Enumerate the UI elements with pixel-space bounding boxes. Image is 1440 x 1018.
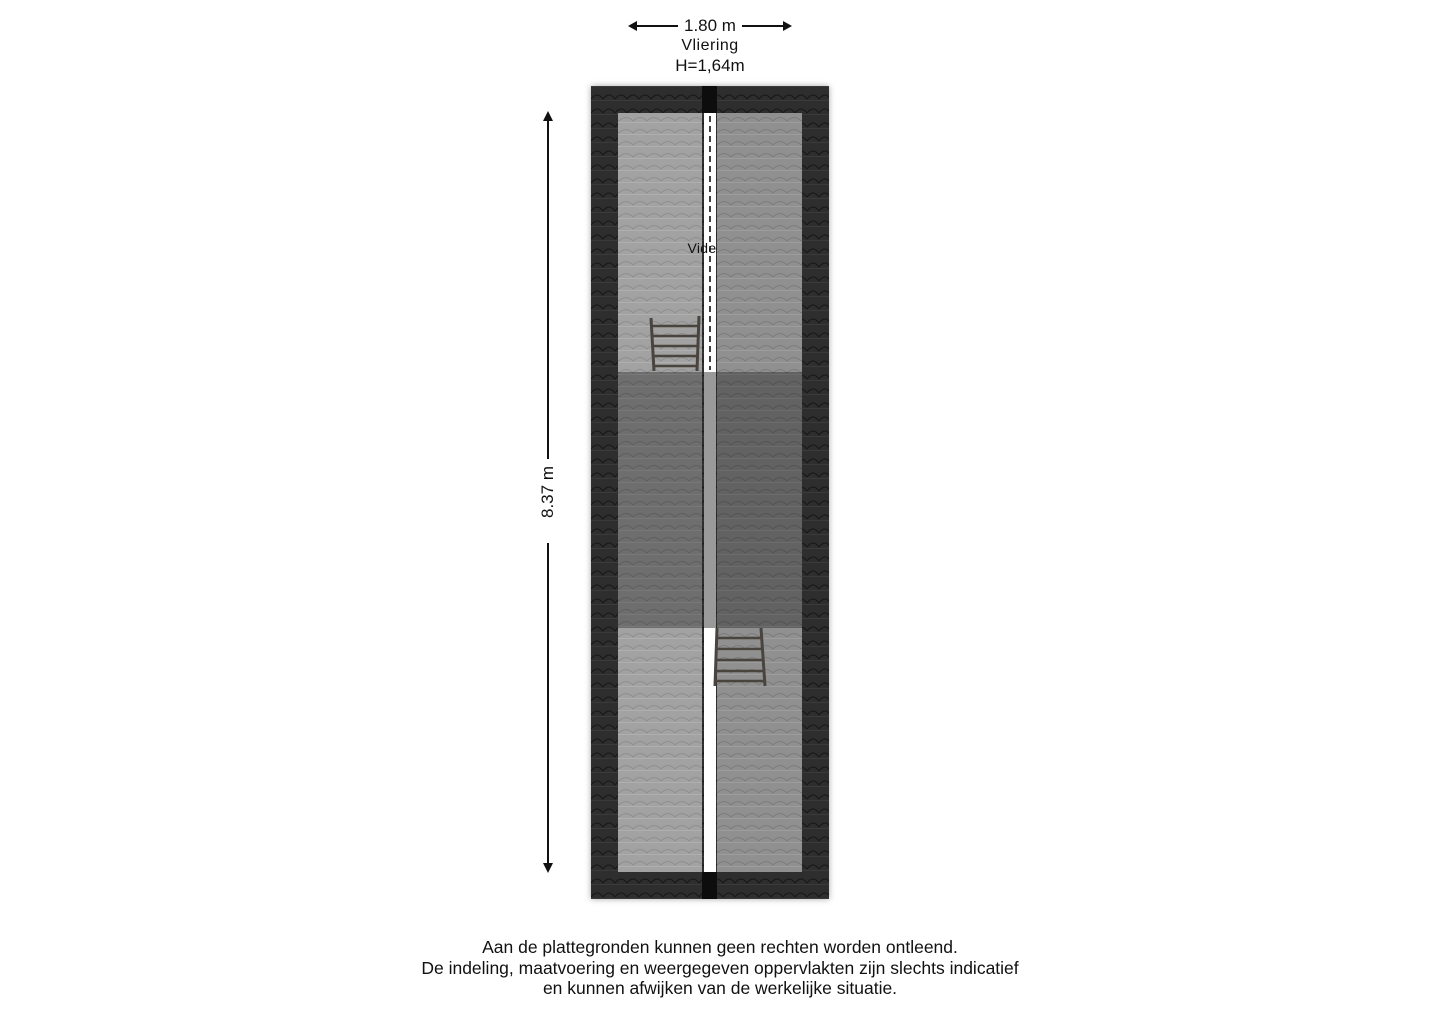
roof-area-left-middle bbox=[618, 372, 702, 628]
length-dimension-label: 8.37 m bbox=[538, 466, 557, 518]
ridge-middle bbox=[704, 372, 716, 628]
width-dimension-label: 1.80 m bbox=[684, 16, 736, 35]
roof-plan bbox=[591, 86, 829, 899]
dimension-line bbox=[634, 25, 678, 27]
dimension-line bbox=[547, 119, 549, 459]
ridge-end-bottom bbox=[702, 872, 717, 899]
dimension-line bbox=[547, 543, 549, 865]
room-height: H=1,64m bbox=[675, 56, 745, 75]
arrow-down-icon bbox=[543, 863, 553, 873]
dimension-line bbox=[742, 25, 786, 27]
arrow-right-icon bbox=[783, 21, 792, 31]
length-dimension bbox=[536, 111, 560, 873]
roof-area-left-lower bbox=[618, 628, 702, 872]
disclaimer-line: en kunnen afwijken van de werkelijke situatie. bbox=[542, 978, 898, 998]
disclaimer-line: De indeling, maatvoering en weergegeven oppervlakten zijn slechts indicatief bbox=[421, 957, 1019, 978]
roof-area-right-middle bbox=[717, 372, 802, 628]
roof-area-right-lower bbox=[717, 628, 802, 872]
room-name: Vliering bbox=[681, 37, 739, 54]
disclaimer-line: Aan de plattegronden kunnen geen rechten worden ontleend. bbox=[482, 937, 958, 957]
vide-label: Vide bbox=[687, 240, 717, 256]
roof-plan-drawing bbox=[591, 86, 829, 899]
ridge-end-top bbox=[702, 86, 717, 113]
ridge-lower bbox=[704, 628, 716, 872]
width-dimension bbox=[628, 14, 792, 38]
disclaimer bbox=[320, 937, 1120, 999]
